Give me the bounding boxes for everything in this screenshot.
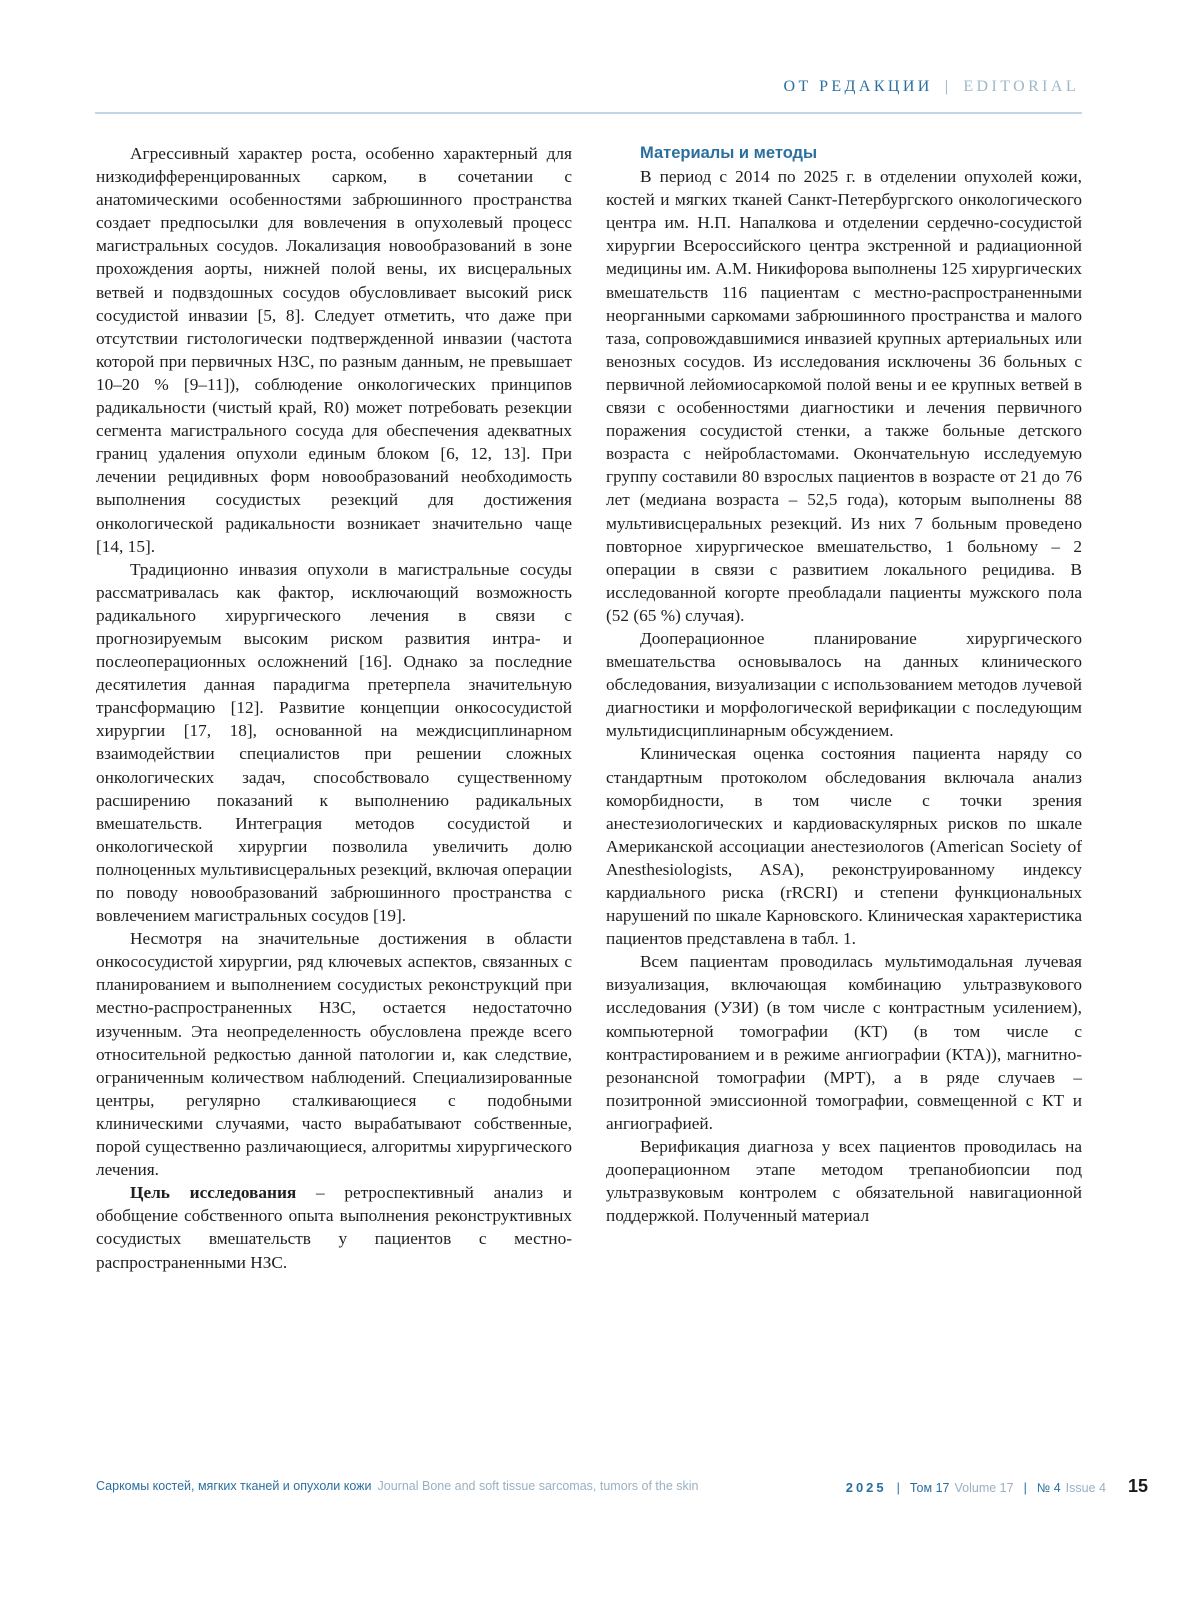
right-column [606, 142, 1082, 1227]
paragraph: Клиническая оценка состояния пациента наряду со стандартным протоколом обследования включала анализ коморбидности, в том числе с точки зрения анестезиологических и кардиоваскулярных рисков по шкале Американской ассоциации анестезиологов (American Society of Anesthesiologists, ASA), реконструированному индексу кардиального риска (rRCRI) и степени функциональных нарушений по шкале Карновского. Клиническая характеристика пациентов представлена в табл. 1. [606, 744, 1082, 949]
running-head [784, 78, 1079, 96]
volume-ru: Том 17 [909, 1481, 950, 1495]
page-number: 15 [1127, 1476, 1148, 1496]
header-separator: | [944, 78, 952, 95]
journal-title [96, 1479, 699, 1493]
aim-label: Цель исследования [130, 1183, 297, 1203]
page-footer [96, 1476, 1148, 1498]
paragraph: Несмотря на значительные достижения в области онкососудистой хирургии, ряд ключевых аспектов, связанных с планированием и выполнением сосудистых реконструкций при местно-распространенных НЗС, остается недостаточно изученным. Эта неопределенность обусловлена прежде всего относительной редкостью данной патологии и, как следствие, ограниченным количеством наблюдений. Специализированные центры, регулярно сталкивающиеся с подобными клиническими случаями, часто вырабатывают собственные, порой существенно различающиеся, алгоритмы хирургического лечения. [96, 929, 572, 1180]
paragraph: Агрессивный характер роста, особенно характерный для низкодифференцированных сарком, в сочетании с анатомическими особенностями забрюшинного пространства создает предпосылки для вовлечения в опухолевый процесс магистральных сосудов. Локализация новообразований в зоне прохождения аорты, нижней полой вены, их висцеральных ветвей и подвздошных сосудов обусловливает высокий риск сосудистой инвазии [5, 8]. Следует отметить, что даже при отсутствии гистологически подтвержденной инвазии (частота которой при первичных НЗС, по разным данным, не превышает 10–20 % [9–11]), соблюдение онкологических принципов радикальности (чистый край, R0) может потребовать резекции сегмента магистрального сосуда для обеспечения адекватных границ удаления опухоли единым блоком [6, 12, 13]. При лечении рецидивных форм новообразований необходимость выполнения сосудистых резекций для достижения онкологической радикальности возникает значительно чаще [14, 15]. [96, 144, 572, 556]
issue-info [846, 1476, 1148, 1497]
journal-title-en: Journal Bone and soft tissue sarcomas, tumors of the skin [377, 1479, 699, 1493]
header-rule [95, 112, 1082, 114]
publication-year: 2025 [845, 1480, 887, 1495]
paragraph: Дооперационное планирование хирургического вмешательства основывалось на данных клинического обследования, визуализации с использованием методов лучевой диагностики и морфологической верификации с последующим мультидисциплинарным обсуждением. [606, 628, 1082, 741]
aim-text: – ретроспективный анализ и обобщение собственного опыта выполнения реконструктивных сосудистых вмешательств у пациентов с местно-распространенными НЗС. [96, 1183, 573, 1272]
paragraph: В период с 2014 по 2025 г. в отделении опухолей кожи, костей и мягких тканей Санкт-Петербургского онкологического центра им. Н.П. Напалкова и отделении сердечно-сосудистой хирургии Всероссийского центра экстренной и радиационной медицины им. А.М. Никифорова выполнены 125 хирургических вмешательств 116 пациентам с местно-распространенными неорганными саркомами забрюшинного пространства и малого таза, сопровождавшимися инвазией крупных артериальных или венозных сосудов. Из исследования исключены 36 больных с первичной лейомиосаркомой полой вены и ее крупных ветвей в связи с особенностями диагностики и лечения первичного поражения сосудистой стенки, а также больные детского возраста с нейробластомами. Окончательную исследуемую группу составили 80 взрослых пациентов в возрасте от 21 до 76 лет (медиана возраста – 52,5 года), которым выполнены 88 мультивисцеральных резекций. Из них 7 больным проведено повторное хирургическое вмешательство, 1 больному – 2 операции в связи с развитием локального рецидива. В исследованной когорте преобладали пациенты мужского пола (52 (65 %) случая). [606, 167, 1082, 625]
section-label-ru: ОТ РЕДАКЦИИ [783, 78, 933, 95]
volume-en: Volume 17 [954, 1481, 1014, 1495]
footer-separator: | [896, 1481, 900, 1495]
section-heading-methods: Материалы и методы [640, 144, 818, 162]
footer-separator: | [1023, 1481, 1027, 1495]
issue-en: Issue 4 [1065, 1481, 1106, 1495]
paragraph: Традиционно инвазия опухоли в магистральные сосуды рассматривалась как фактор, исключающий возможность радикального хирургического лечения в связи с прогнозируемым высоким риском развития интра- и послеоперационных осложнений [16]. Однако за последние десятилетия данная парадигма претерпела значительную трансформацию [12]. Развитие концепции онкососудистой хирургии [17, 18], основанной на междисциплинарном взаимодействии специалистов при решении сложных онкологических задач, способствовало существенному расширению показаний к выполнению радикальных вмешательств. Интеграция методов сосудистой и онкологической хирургии позволила увеличить долю полноценных мультивисцеральных резекций, включая операции по поводу новообразований забрюшинного пространства с вовлечением магистральных сосудов [19]. [96, 559, 572, 926]
aim-paragraph [96, 1181, 572, 1273]
left-column [96, 142, 572, 1274]
section-label-en: EDITORIAL [963, 78, 1079, 95]
paragraph: Верификация диагноза у всех пациентов проводилась на дооперационном этапе методом трепанобиопсии под ультразвуковым контролем с обязательной навигационной поддержкой. Полученный материал [606, 1137, 1082, 1226]
issue-ru: № 4 [1036, 1481, 1061, 1495]
paragraph: Всем пациентам проводилась мультимодальная лучевая визуализация, включающая комбинацию ультразвукового исследования (УЗИ) (в том числе с контрастным усилением), компьютерной томографии (КТ) (в том числе с контрастированием и в режиме ангиографии (КТА)), магнитно-резонансной томографии (МРТ), а в ряде случаев – позитронной эмиссионной томографии, совмещенной с КТ и ангиографией. [606, 952, 1082, 1133]
journal-title-ru: Саркомы костей, мягких тканей и опухоли кожи [96, 1479, 372, 1493]
